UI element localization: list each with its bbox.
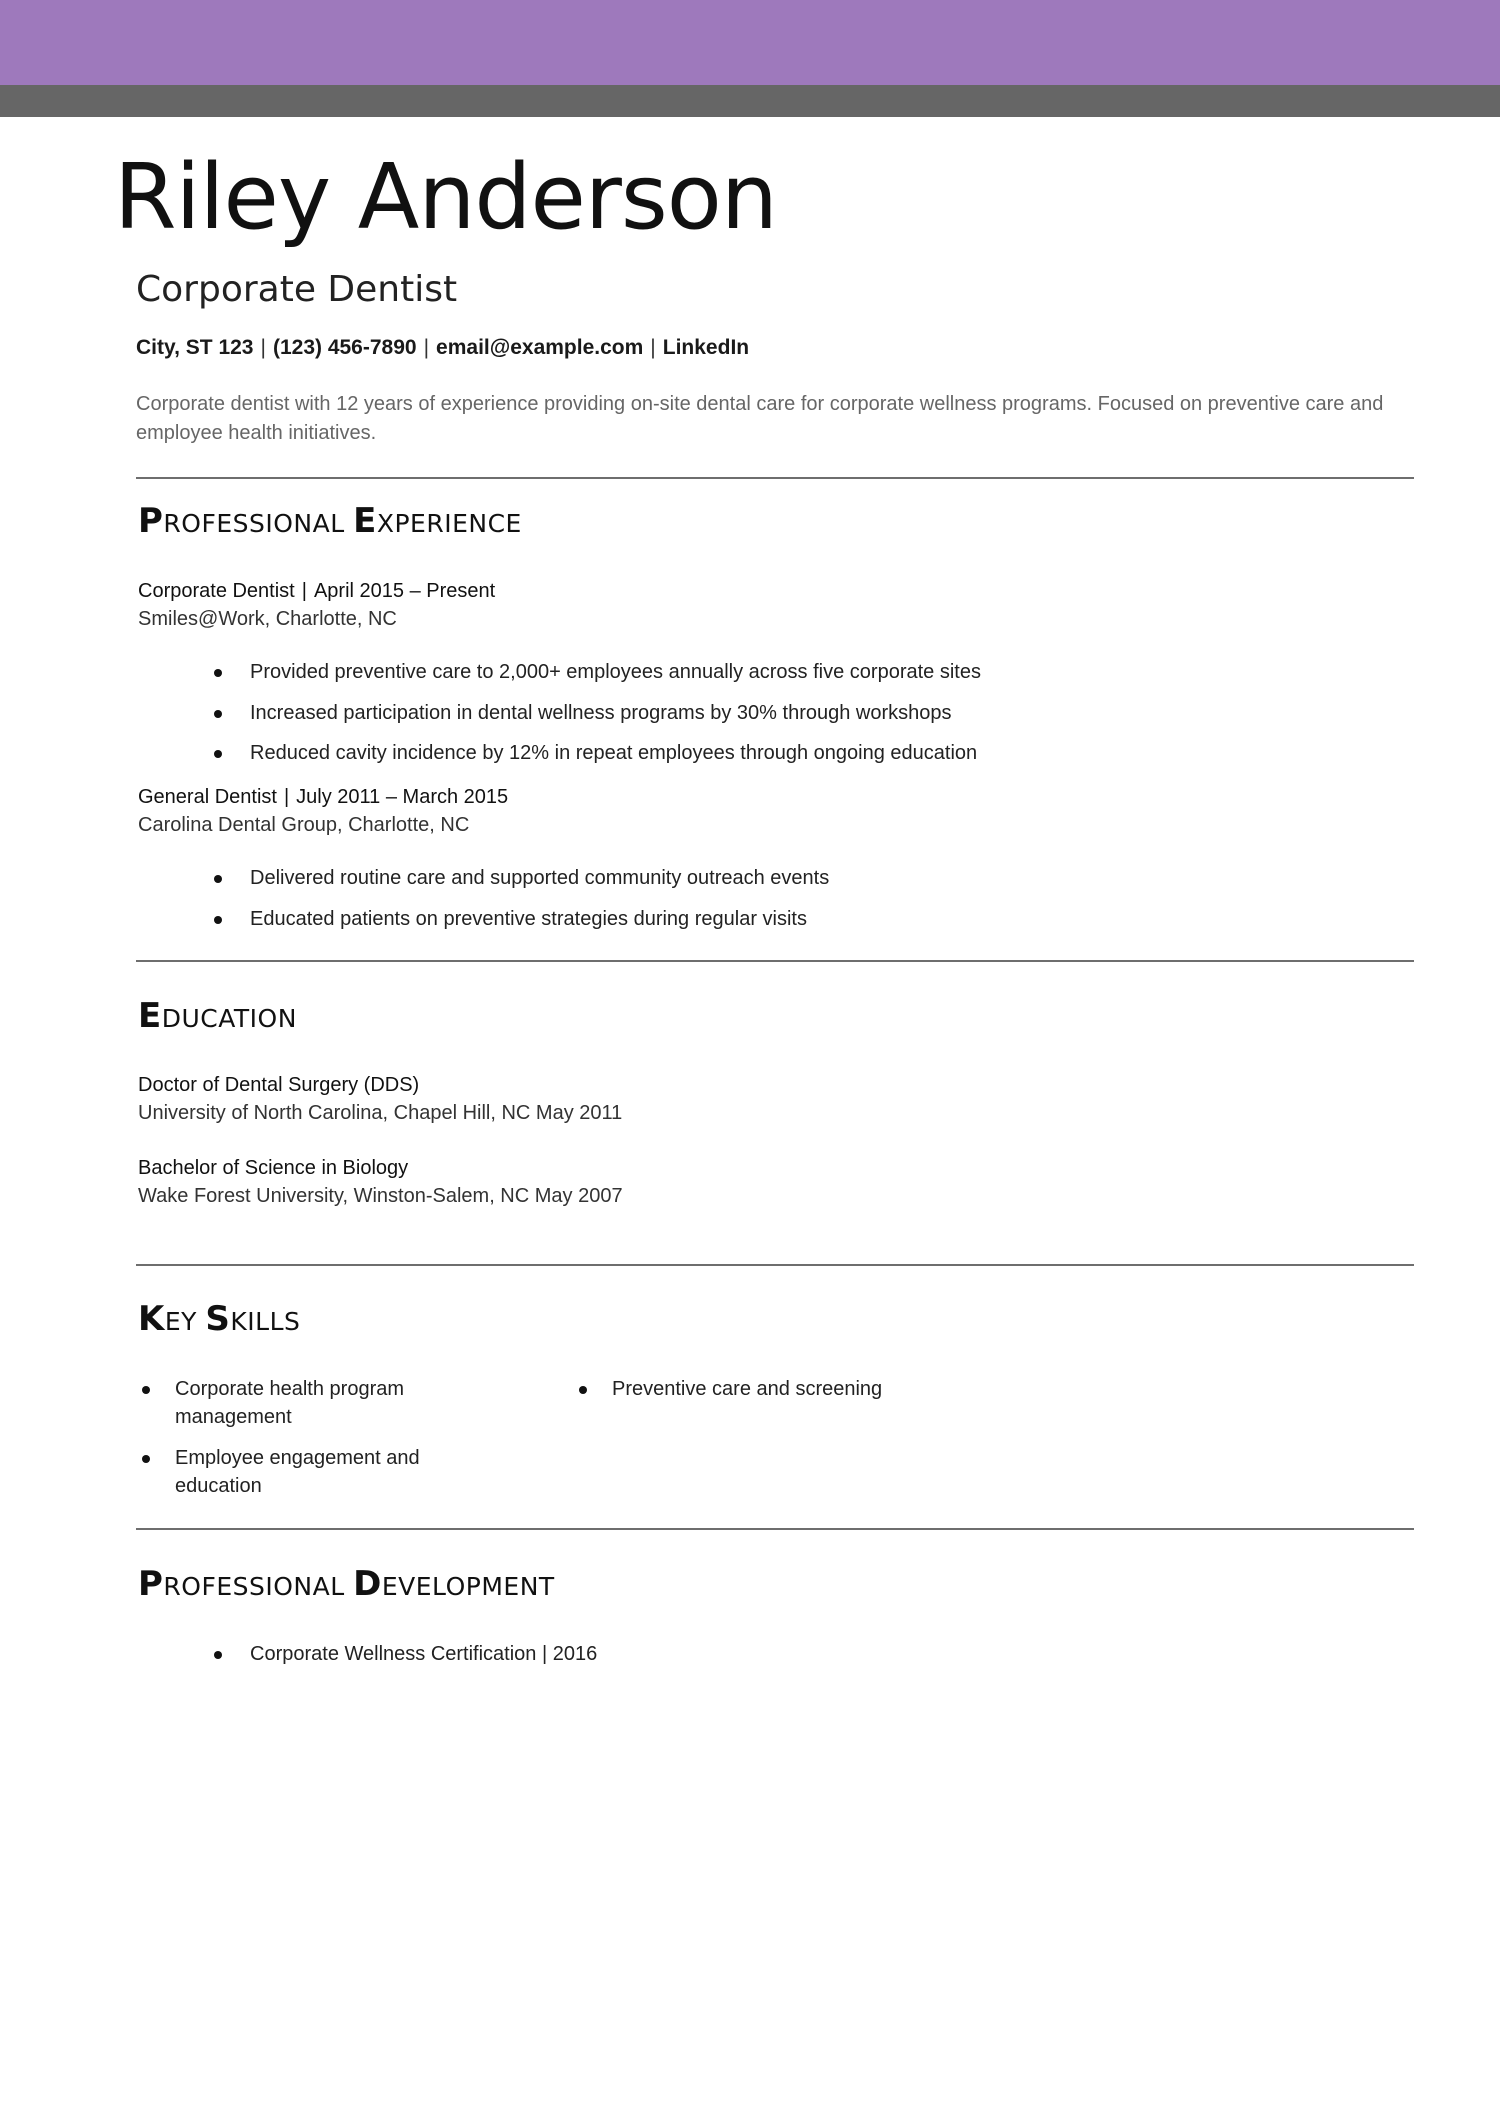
section-heading-experience: PROFESSIONAL EXPERIENCE <box>138 501 522 541</box>
job-title: Corporate Dentist <box>136 269 458 310</box>
bullet-icon <box>214 710 222 718</box>
section-divider <box>136 960 1414 962</box>
list-item: Increased participation in dental wellness programs by 30% through workshops <box>214 699 981 727</box>
header-color-band <box>0 0 1500 85</box>
contact-linkedin-link[interactable]: LinkedIn <box>662 336 750 359</box>
list-item: Reduced cavity incidence by 12% in repeat employees through ongoing education <box>214 739 981 767</box>
job-dates: April 2015 – Present <box>313 580 496 602</box>
bullet-icon <box>214 916 222 924</box>
job-separator: | <box>283 786 290 808</box>
contact-separator: | <box>650 336 656 359</box>
skills-list-right <box>576 1375 996 1416</box>
job-achievements <box>214 658 981 767</box>
skill-item: Employee engagement and education <box>139 1444 469 1500</box>
section-heading-skills: KEY SKILLS <box>138 1299 301 1339</box>
profile-summary: Corporate dentist with 12 years of experience providing on-site dental care for corporate wellness programs. Focused on preventive care and employee health initiatives. <box>136 393 1384 444</box>
skill-item: Corporate health program management <box>139 1375 469 1431</box>
list-item: Delivered routine care and supported community outreach events <box>214 864 829 892</box>
contact-line <box>136 333 749 363</box>
list-item: Provided preventive care to 2,000+ employees annually across five corporate sites <box>214 658 981 686</box>
skills-list-left <box>139 1375 469 1513</box>
contact-email[interactable]: email@example.com <box>436 336 644 359</box>
bullet-icon <box>214 1651 222 1659</box>
section-heading-education: EDUCATION <box>138 996 297 1036</box>
section-divider <box>136 1264 1414 1266</box>
contact-phone: (123) 456-7890 <box>272 336 417 359</box>
bullet-icon <box>142 1455 150 1463</box>
bullet-icon <box>214 669 222 677</box>
development-list <box>214 1640 597 1668</box>
header-accent-band <box>0 85 1500 117</box>
job-position: General Dentist <box>138 786 277 808</box>
job-employer: Carolina Dental Group, Charlotte, NC <box>138 814 470 836</box>
list-item: Educated patients on preventive strategies during regular visits <box>214 905 829 933</box>
bullet-icon <box>579 1386 587 1394</box>
job-separator: | <box>301 580 307 602</box>
job-title-line <box>138 783 508 811</box>
job-dates: July 2011 – March 2015 <box>296 786 509 808</box>
job-achievements <box>214 864 829 933</box>
degree-school: University of North Carolina, Chapel Hill, NC May 2011 <box>138 1102 623 1124</box>
job-employer: Smiles@Work, Charlotte, NC <box>138 608 397 630</box>
contact-separator: | <box>423 336 430 359</box>
bullet-icon <box>214 875 222 883</box>
degree-name: Doctor of Dental Surgery (DDS) <box>138 1074 420 1096</box>
skill-item: Preventive care and screening <box>576 1375 996 1403</box>
contact-separator: | <box>260 336 266 359</box>
bullet-icon <box>214 750 222 758</box>
section-heading-development: PROFESSIONAL DEVELOPMENT <box>138 1564 555 1604</box>
list-item: Corporate Wellness Certification | 2016 <box>214 1640 597 1668</box>
section-divider <box>136 477 1414 479</box>
contact-location: City, ST 123 <box>136 336 254 359</box>
degree-school: Wake Forest University, Winston-Salem, NC May 2007 <box>138 1185 623 1207</box>
candidate-name: Riley Anderson <box>114 145 777 250</box>
bullet-icon <box>142 1386 150 1394</box>
job-title-line <box>138 577 495 605</box>
degree-name: Bachelor of Science in Biology <box>138 1157 409 1179</box>
section-divider <box>136 1528 1414 1530</box>
job-position: Corporate Dentist <box>138 580 295 602</box>
